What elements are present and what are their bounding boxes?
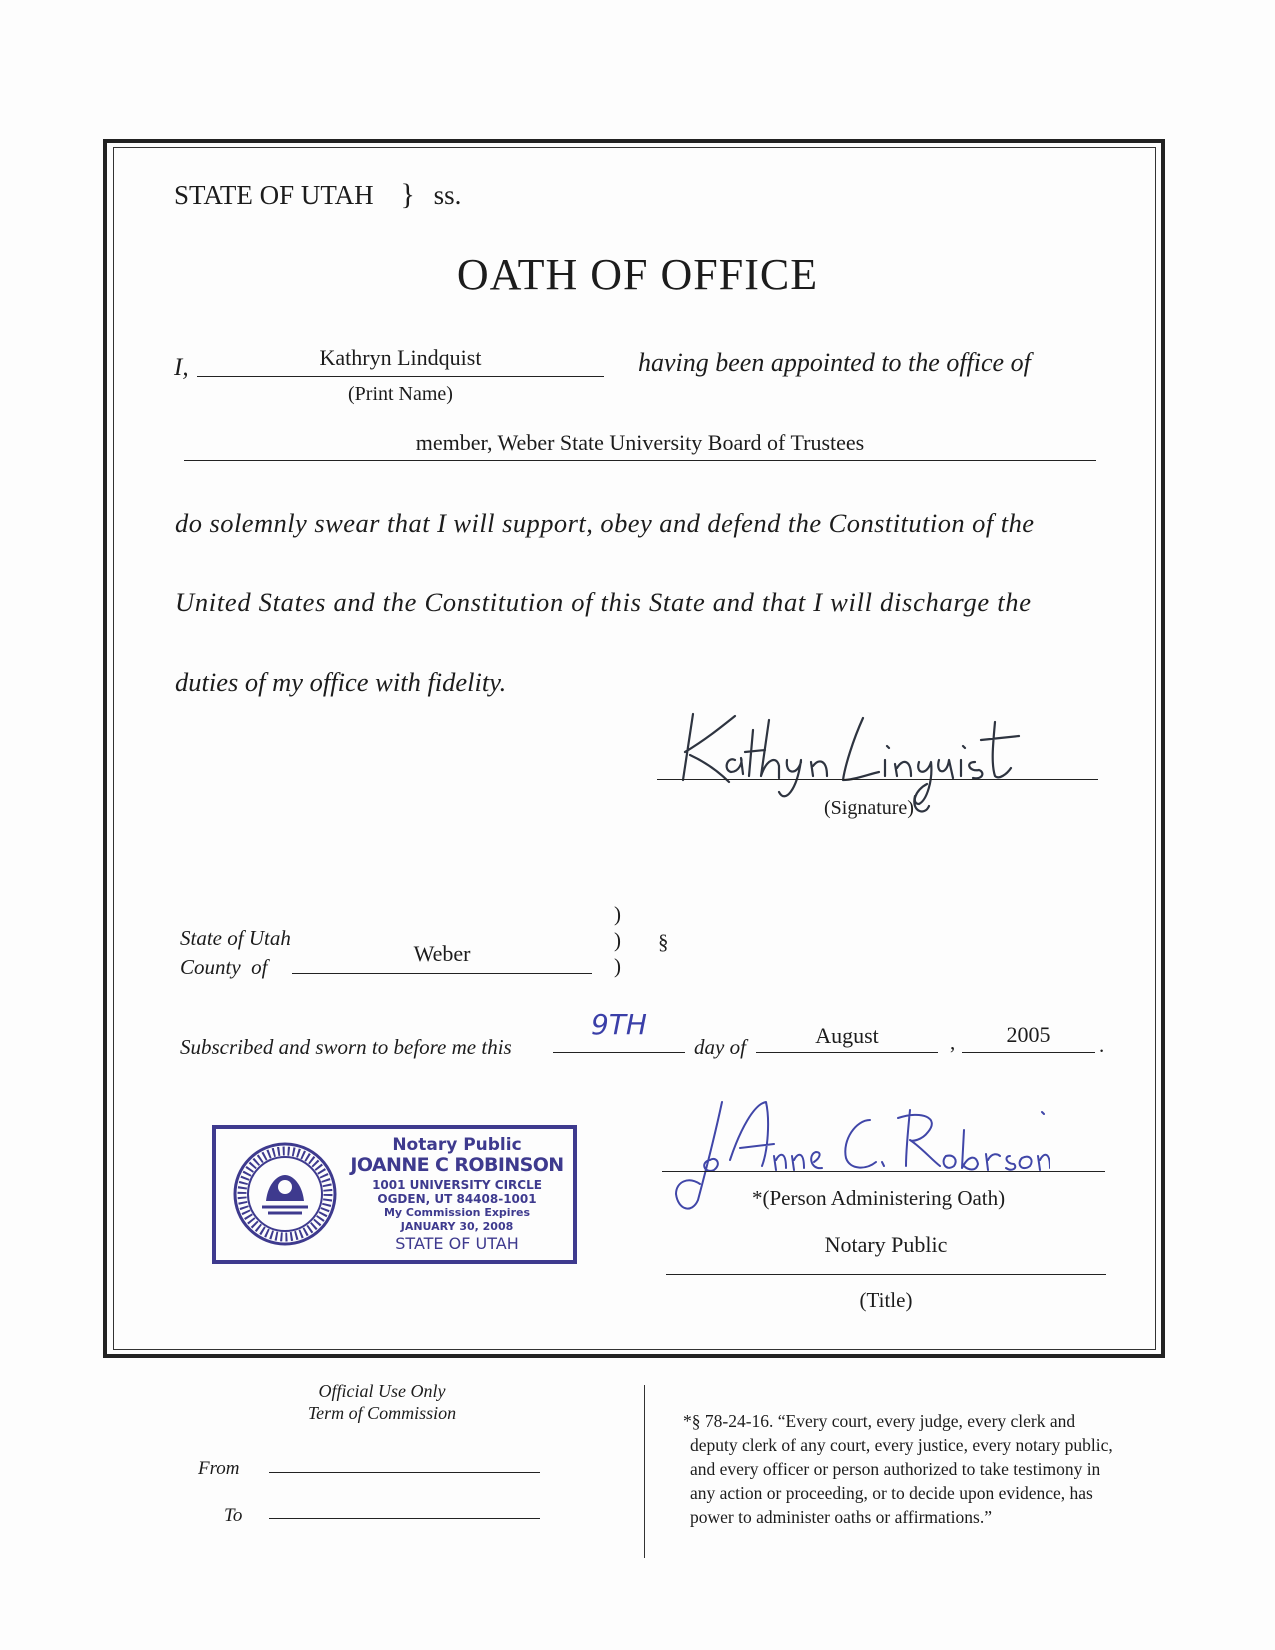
official-use-heading: Official Use Only — [318, 1381, 446, 1401]
print-name-value: Kathryn Lindquist — [319, 345, 482, 370]
ss-label: ss. — [433, 180, 462, 210]
state-label: STATE OF UTAH — [174, 180, 374, 210]
period: . — [1099, 1033, 1105, 1057]
stamp-line-1: Notary Public — [392, 1135, 522, 1155]
to-line — [269, 1518, 540, 1519]
to-label: To — [224, 1505, 243, 1526]
stamp-line-5: My Commission Expires — [383, 1206, 531, 1219]
stamp-line-3: 1001 UNIVERSITY CIRCLE — [372, 1178, 542, 1192]
signature-caption: (Signature) — [824, 797, 914, 819]
statute-line-5: power to administer oaths or affirmations.” — [690, 1507, 992, 1527]
comma: , — [950, 1030, 956, 1054]
section-sign: § — [658, 930, 669, 954]
day-of-label: day of — [694, 1035, 746, 1059]
appointed-text: having been appointed to the office of — [638, 348, 1031, 377]
from-label: From — [198, 1458, 240, 1479]
print-name-line — [197, 376, 604, 377]
title-caption: (Title) — [859, 1288, 913, 1312]
from-line — [269, 1472, 540, 1473]
title-value: Notary Public — [824, 1232, 948, 1257]
statute-line-2: deputy clerk of any court, every justice, every notary public, — [690, 1435, 1113, 1455]
county-line — [292, 973, 592, 974]
column-divider — [644, 1385, 645, 1558]
office-value: member, Weber State University Board of Trustees — [415, 430, 865, 455]
year-value: 2005 — [1006, 1022, 1051, 1047]
subscribed-text: Subscribed and sworn to before me this — [180, 1035, 512, 1059]
state-header — [174, 178, 461, 212]
statute-line-3: and every officer or person authorized to take testimony in — [690, 1459, 1101, 1479]
county-value: Weber — [413, 941, 471, 966]
oath-line-3: duties of my office with fidelity. — [175, 667, 507, 697]
county-label: County of — [180, 955, 268, 979]
stamp-line-2: JOANNE C ROBINSON — [350, 1154, 564, 1176]
signature-line — [657, 779, 1098, 780]
day-value: 9TH — [591, 1008, 647, 1041]
stamp-line-7: STATE OF UTAH — [395, 1234, 519, 1253]
office-line — [184, 460, 1096, 461]
year-line — [962, 1052, 1095, 1053]
oath-line-2: United States and the Constitution of this State and that I will discharge the — [175, 587, 1032, 617]
stamp-line-6: JANUARY 30, 2008 — [400, 1220, 514, 1233]
statute-text — [683, 1409, 1113, 1529]
stamp-line-4: OGDEN, UT 84408-1001 — [377, 1192, 537, 1206]
paren-2: ) — [614, 928, 621, 952]
administrator-signature-line — [662, 1171, 1105, 1172]
state-seal — [232, 1141, 338, 1247]
pronoun-label: I, — [174, 354, 189, 381]
brace: } — [400, 178, 415, 211]
paren-1: ) — [614, 902, 621, 926]
statute-line-4: any action or proceeding, or to decide upon evidence, has — [690, 1483, 1093, 1503]
print-name-caption: (Print Name) — [348, 383, 453, 405]
month-value: August — [815, 1023, 879, 1048]
notary-stamp — [212, 1125, 577, 1264]
title-line — [666, 1274, 1106, 1275]
paren-3: ) — [614, 954, 621, 978]
state-of-utah-label: State of Utah — [180, 926, 291, 950]
oath-line-1: do solemnly swear that I will support, obey and defend the Constitution of the — [175, 508, 1035, 538]
term-of-commission-heading: Term of Commission — [307, 1403, 457, 1423]
statute-line-1: *§ 78-24-16. “Every court, every judge, every clerk and — [683, 1411, 1076, 1431]
day-line — [553, 1052, 685, 1053]
page-title: OATH OF OFFICE — [456, 250, 819, 299]
venue-parentheses — [614, 901, 621, 979]
month-line — [756, 1052, 938, 1053]
administrator-caption: *(Person Administering Oath) — [752, 1186, 1006, 1210]
